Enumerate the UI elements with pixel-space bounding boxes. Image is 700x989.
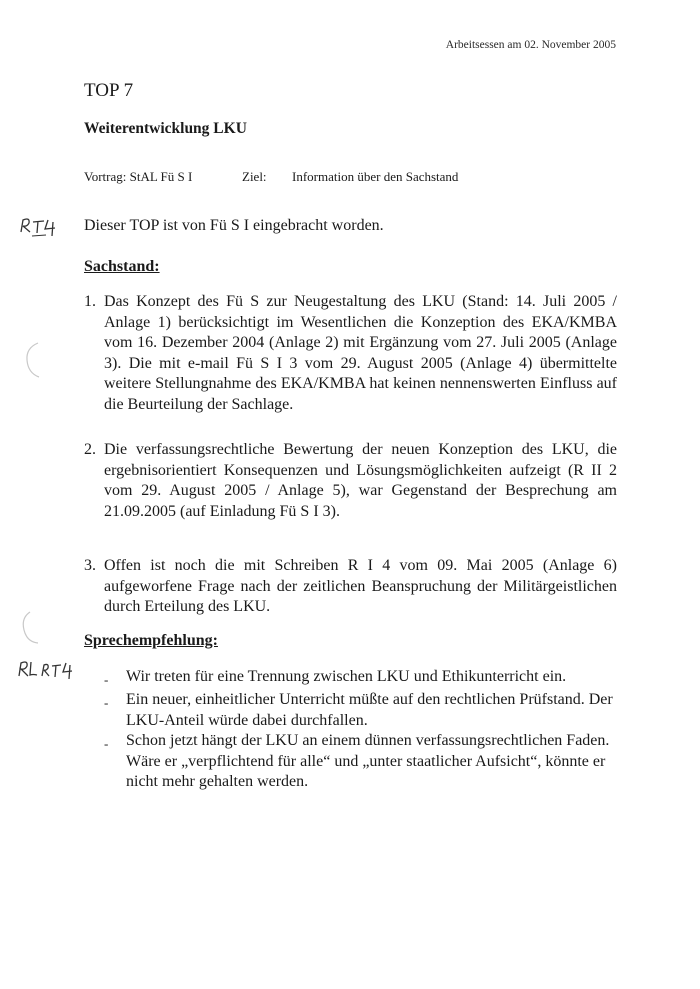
list-item — [84, 292, 617, 415]
bullet-dash: - — [104, 695, 109, 710]
handwritten-margin-note-1 — [18, 214, 64, 240]
list-item — [104, 731, 614, 793]
sprechempfehlung-heading: Sprechempfehlung: — [84, 632, 218, 649]
vortrag-text: Vortrag: StAL Fü S I — [84, 169, 193, 184]
list-item-number: 3. — [84, 557, 96, 574]
list-item-number: 1. — [84, 293, 96, 310]
bullet-dash: - — [104, 736, 109, 751]
bullet-dash: - — [104, 672, 109, 687]
agenda-item-title: Weiterentwicklung LKU — [84, 120, 247, 137]
ziel-label: Ziel: — [242, 169, 267, 184]
list-item — [84, 556, 617, 618]
sachstand-heading: Sachstand: — [84, 258, 160, 275]
list-item — [84, 440, 617, 522]
bullet-text: Ein neuer, einheitlicher Unterricht müßte auf den rechtlichen Prüfstand. Der LKU-Anteil würde dabei durchfallen. — [126, 691, 613, 729]
punch-hole-mark — [22, 340, 44, 380]
agenda-item-label: TOP 7 — [84, 80, 134, 101]
list-item — [104, 667, 614, 688]
list-item-number: 2. — [84, 441, 96, 458]
ziel-value: Information über den Sachstand — [292, 169, 459, 184]
list-item-text: Offen ist noch die mit Schreiben R I 4 vom 09. Mai 2005 (Anlage 6) aufgeworfene Frage nach der zeitlichen Beanspruchung der Militärgeistlichen durch Erteilung des LKU. — [104, 557, 617, 615]
intro-text: Dieser TOP ist von Fü S I eingebracht worden. — [84, 217, 384, 234]
punch-hole-mark — [18, 610, 42, 646]
handwritten-margin-note-2 — [16, 657, 74, 683]
bullet-text: Schon jetzt hängt der LKU an einem dünnen verfassungsrechtlichen Faden. Wäre er „verpflichtend für alle“ und „unter staatlicher Aufsicht“, könnte er nicht mehr gehalten werden. — [126, 732, 610, 790]
list-item — [104, 690, 614, 731]
list-item-text: Die verfassungsrechtliche Bewertung der neuen Konzeption des LKU, die ergebnisorientiert Konsequenzen und Lösungsmöglichkeiten aufzeigt (R II 2 vom 29. August 2005 / Anlage 5), war Gegenstand der Besprechung am 21.09.2005 (auf Einladung Fü S I 3). — [104, 441, 617, 520]
bullet-text: Wir treten für eine Trennung zwischen LKU und Ethikunterricht ein. — [126, 668, 567, 685]
header-date-line: Arbeitsessen am 02. November 2005 — [445, 39, 616, 51]
list-item-text: Das Konzept des Fü S zur Neugestaltung des LKU (Stand: 14. Juli 2005 / Anlage 1) berücksichtigt im Wesentlichen die Konzeption des EKA/KMBA vom 16. Dezember 2004 (Anlage 2) mit Ergänzung vom 27. Juli 2005 (Anlage 3). Die mit e-mail Fü S I 3 vom 29. August 2005 (Anlage 4) übermittelte weitere Stellungnahme des EKA/KMBA hat keinen nennenswerten Einfluss auf die Beurteilung der Sachlage. — [104, 293, 617, 413]
